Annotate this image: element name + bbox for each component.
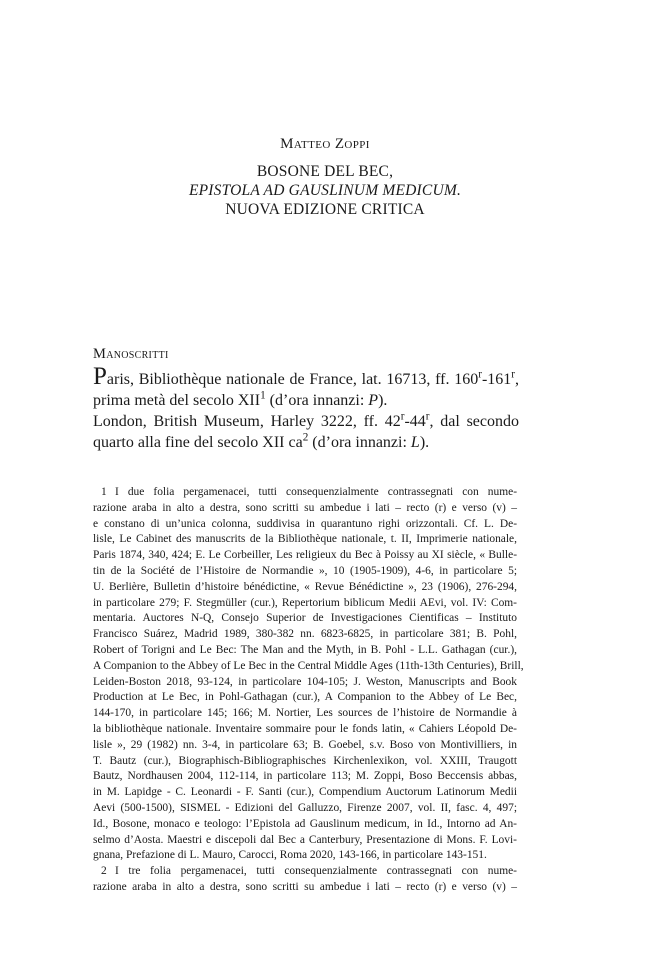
footnote-number: 1 [101,486,107,498]
footnote-line: Production at Le Bec, in Pohl-Gathagan (cur.), A Companion to the Abbey of Le Bec, [93,691,517,704]
footnote-1 [93,485,524,864]
footnote-line: Id., Bosone, monaco e teologo: l’Epistola ad Gauslinum medicum, in Id., Intorno ad An- [93,817,517,830]
author-name: Matteo Zoppi [280,136,370,152]
manuscript-entry-p: Paris, Bibliothèque nationale de France, lat. 16713, ff. 160$^r$-161$^r$, prima metà del secolo XII$^1$ (d’ora innanzi: P). [93,363,519,409]
footnote-line: Francisco Suárez, Madrid 1989, 380-382 nn. 6823-6825, in particolare 381; B. Pohl, [93,628,517,641]
manuscript-entry-l: London, British Museum, Harley 3222, ff. 42$^r$-44$^r$, dal secondo quarto alla fine del secolo XII $ca^2$ (d’ora innanzi: L). [93,410,520,451]
footnote-line: U. Berlière, Bulletin d’histoire bénédictine, « Revue Bénédictine », 23 (1906), 276-294, [93,580,517,593]
manuscript-list [93,363,520,453]
footnote-number: 2 [101,865,107,878]
footnote-line: in M. Lapidge - C. Leonardi - F. Santi (cur.), Compendium Auctorum Latinorum Medii [93,786,517,799]
footnote-line: Leiden-Boston 2018, 93-124, in particolare 104-105; J. Weston, Manuscripts and Book [93,675,517,688]
footnote-line: 2 I tre folia pergamenacei, tutti consequenzialmente contrassegnati con nume- [93,864,517,880]
footnotes [93,485,524,896]
footnote-line: Aevi (500-1500), SISMEL - Edizioni del Galluzzo, Firenze 2007, vol. II, fasc. 4, 497; [93,801,517,814]
footnote-line: tin de la Société de l’Histoire de Normandie », 10 (1905-1909), 4-6, in particolare 5; [93,564,517,577]
footnote-line: Bautz, Nordhausen 2004, 112-114, in particolare 113; M. Zoppi, Boso Beccensis abbas, [93,770,517,783]
siglum-p: P [368,392,379,409]
title-line-1: BOSONE DEL BEC, [256,163,394,180]
footnote-ref-1: 1 [260,389,266,402]
drop-cap: P [93,363,107,390]
section-heading: Manoscritti [93,346,169,362]
footnote-line: T. Bautz (cur.), Biographisch-Bibliographisches Kirchenlexikon, vol. XXIII, Traugott [93,754,517,767]
footnote-line: in particolare 279; F. Stegmüller (cur.), Repertorium biblicum Medii AEvi, vol. IV: Com- [93,596,517,609]
footnote-2 [93,864,517,896]
footnote-line: 144-170, in particolare 145; 166; M. Nortier, Les sources de l’histoire de Normandie à [93,707,517,720]
footnote-line: razione araba in alto a destra, sono scritti su ambedue i lati – recto (r) e verso (v) – [93,501,517,514]
footnote-line: Paris 1874, 340, 424; E. Le Corbeiller, Les religieux du Bec à Poissy au XI siècle, « Bulle- [93,549,517,562]
footnote-line: e constano di un’unica colonna, suddivisa in quarantuno righi orizzontali. Cf. L. De- [93,517,517,530]
siglum-l: L [410,434,420,451]
article-title [0,162,650,219]
title-line-3: NUOVA EDIZIONE CRITICA [225,201,425,218]
footnote-line: lisle, Le Cabinet des manuscrits de la Bibliothèque nationale, t. II, Imprimerie nationale, [93,533,517,546]
footnote-line: A Companion to the Abbey of Le Bec in the Central Middle Ages (11th-13th Centuries), Brill, [93,659,524,672]
footnote-line: mentaria. Auctores N-Q, Consejo Superior de Investigaciones Cientificas – Instituto [93,612,517,625]
footnote-line: gnana, Prefazione di L. Mauro, Carocci, Roma 2020, 143-166, in particolare 143-151. [93,849,487,862]
title-line-2: EPISTOLA AD GAUSLINUM MEDICUM. [188,182,462,199]
footnote-line: razione araba in alto a destra, sono scritti su ambedue i lati – recto (r) e verso (v) – [93,880,517,893]
footnote-line: 1 I due folia pergamenacei, tutti consequenzialmente contrassegnati con nume- [93,485,517,501]
footnote-line: lisle », 29 (1982) nn. 3-4, in particolare 63; B. Goebel, s.v. Boso von Montivilliers, in [93,738,517,751]
footnote-line: la bibliothèque nationale. Inventaire sommaire pour le fonds latin, « Cahiers Léopold De- [93,722,517,735]
footnote-line: Robert of Torigni and Le Bec: The Man and the Myth, in B. Pohl - L.L. Gathagan (cur.), [93,643,517,656]
footnote-line: selmo d’Aosta. Maestri e discepoli dal Bec a Canterbury, Presentazione di Mons. F. Lovi- [93,833,517,846]
footnote-ref-2: 2 [302,431,309,444]
